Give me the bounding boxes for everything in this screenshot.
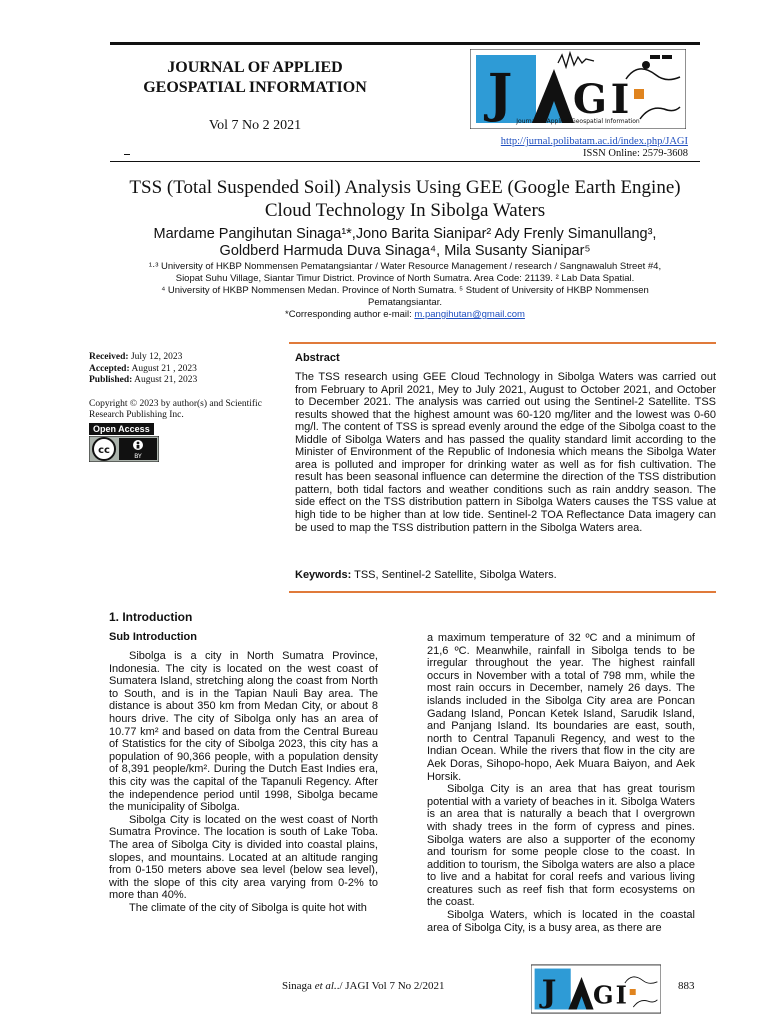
page-number: 883 bbox=[678, 980, 695, 992]
paragraph: The climate of the city of Sibolga is quite hot with bbox=[129, 901, 367, 914]
abstract-bottom-rule bbox=[289, 591, 716, 593]
svg-text:I: I bbox=[610, 76, 630, 123]
affil-line2: Siopat Suhu Village, Siantar Timur District. Province of North Sumatra. Area Code: 21139. ² Lab Data Spatial. bbox=[175, 273, 635, 284]
keywords-label: Keywords: bbox=[295, 569, 352, 581]
corresponding-author bbox=[110, 309, 700, 321]
journal-name-line2: GEOSPATIAL INFORMATION bbox=[143, 79, 367, 96]
svg-text:G: G bbox=[592, 980, 614, 1010]
svg-text:I: I bbox=[615, 980, 627, 1010]
received-date: Received: July 12, 2023 bbox=[89, 352, 183, 362]
published-date: Published: August 21, 2023 bbox=[89, 375, 198, 385]
abstract-text: The TSS research using GEE Cloud Technology in Sibolga Waters was carried out from February to April 2021, Mey to July 2021, August to October 2021, and October to December 2021. The analysis was carried out using the Sentinel-2 Satellite. TSS results showed that the highest amount was 60-120 mg/liter and the lowest was 0-60 mg/l. The content of TSS is spread evenly around the edge of the Sibolga coast to the Middle of Sibolga Waters and has passed the quality standard limit according to the Minister of Environment of the Republic of Indonesia which means the Sibolga Water area is polluted and improper for drinking water as well as for fish cultivation. The result has been seasonal influence can determine the direction of the TSS distribution pattern, both tidal factors and weather conditions such as rain anddry season. The side effect on the TSS distribution pattern in Sibolga Waters causes the TSS value at high tide to be higher than at low tide. Sentinel-2 TOA Reflectance Data imagery can be used to map the TSS distribution pattern in the Sibolga Waters area. bbox=[295, 371, 716, 534]
affil-line4: Pematangsiantar. bbox=[368, 297, 442, 308]
paragraph: Sibolga City is located on the west coast of North Sumatra Province. The location is south of Lake Toba. The area of Sibolga City is divided into coastal plains, slopes, and mountains. Located at an altitude ranging from 0-150 meters above sea level (below sea level), with the slope of this city area varying from 0-2% to more than 40%. bbox=[109, 813, 378, 902]
abstract-heading: Abstract bbox=[295, 352, 340, 364]
subsection-heading: Sub Introduction bbox=[109, 631, 197, 643]
affil-line1: ¹·³ University of HKBP Nommensen Pematangsiantar / Water Resource Management / research / Sangnawaluh Street #4, bbox=[148, 261, 662, 272]
paragraph: Sibolga City is an area that has great tourism potential with a variety of beaches in it. Sibolga Waters is an area that is naturally a beach that I overgrown with shady trees in the form of cypress and pines. Sibolga waters are also a supporter of the economy and tourism for some people close to the coast. In addition to tourism, the Sibolga waters are also a place to live and a habitat for coral reefs and various living creatures such as reef fish that form ecosystems on the coast. bbox=[427, 783, 695, 909]
paragraph: Sibolga is a city in North Sumatra Province, Indonesia. The city is located on the west coast of Sumatera Island, stretching along the coast from North to South, and is in the Tapian Nauli Bay area. The distance is about 350 km from Medan City, or about 8 hours drive. The city of Sibolga only has an area of 10.77 km² and based on data from the Central Bureau of Statistics for the city of Sibolga 2023, this city has a population of 90,366 people, with a population density of 8,391 people/km². During the Dutch East Indies era, this city was the capital of the Tapanuli Regency. After the independence period until 1998, Sibolga became the municipality of Sibolga. bbox=[109, 650, 378, 814]
paragraph: a maximum temperature of 32 ºC and a minimum of 21,6 ºC. Meanwhile, rainfall in Sibolga tends to be irregular throughout the year. The highest rainfall occurs in November with a total of 798 mm, while the most rain occurs in December, namely 26 days. The islands included in the Sibolga City area are Poncan Gadang Island, Poncan Ketek Island, Sarudik Island, and Panjang Island. Its boundaries are east, south, north to Central Tapanuli Regency, and west to the Indian Ocean. While the rivers that flow in the city are Aek Doras, Sihopo-hopo, Aek Muara Baiyon, and Aek Horsik. bbox=[427, 632, 695, 783]
footer-citation: Sinaga et al../ JAGI Vol 7 No 2/2021 bbox=[282, 980, 445, 992]
journal-issn: ISSN Online: 2579-3608 bbox=[583, 148, 688, 159]
svg-text:J: J bbox=[541, 974, 557, 1011]
accepted-date: Accepted: August 21 , 2023 bbox=[89, 363, 197, 374]
authors-line2: Goldberd Harmuda Duva Sinaga⁴, Mila Susanty Sianipar⁵ bbox=[219, 243, 591, 259]
article-history bbox=[89, 352, 279, 422]
journal-logo bbox=[470, 49, 686, 129]
body-column-right bbox=[427, 632, 695, 934]
svg-text:G: G bbox=[572, 76, 608, 123]
copyright-notice: Copyright © 2023 by author(s) and Scientific Research Publishing Inc. bbox=[89, 398, 262, 420]
svg-text:J: J bbox=[487, 63, 513, 124]
open-access-badge: Open Access bbox=[89, 423, 154, 435]
header-tick bbox=[124, 154, 130, 155]
logo-subtitle: Journal of Applied Geospatial Information bbox=[516, 118, 640, 125]
body-column-left bbox=[109, 650, 378, 914]
corr-label: *Corresponding author e-mail: bbox=[285, 309, 415, 320]
svg-text:cc: cc bbox=[98, 445, 110, 456]
section-heading: 1. Introduction bbox=[109, 610, 193, 624]
journal-url-link[interactable]: http://jurnal.polibatam.ac.id/index.php/JAGI bbox=[500, 136, 688, 147]
affiliations bbox=[110, 261, 700, 321]
paper-title: TSS (Total Suspended Soil) Analysis Using GEE (Google Earth Engine) Cloud Technology In Sibolga Waters bbox=[129, 177, 681, 221]
paragraph: Sibolga Waters, which is located in the coastal area of Sibolga City, is a busy area, as there are bbox=[427, 909, 695, 934]
corr-email-link[interactable]: m.pangihutan@gmail.com bbox=[414, 309, 525, 320]
abstract-top-rule bbox=[289, 342, 716, 344]
keywords bbox=[295, 569, 716, 581]
journal-volume: Vol 7 No 2 2021 bbox=[208, 118, 302, 133]
author-list bbox=[110, 226, 700, 260]
journal-name-line1: JOURNAL OF APPLIED bbox=[167, 59, 343, 76]
keywords-list: TSS, Sentinel-2 Satellite, Sibolga Waters. bbox=[351, 569, 557, 581]
affil-line3: ⁴ University of HKBP Nommensen Medan. Province of North Sumatra. ⁵ Student of University of HKBP Nommensen bbox=[161, 285, 649, 296]
cc-by-label: BY bbox=[134, 453, 142, 460]
cc-by-icon[interactable] bbox=[89, 436, 159, 462]
footer-journal-logo bbox=[531, 963, 661, 1015]
header-top-rule bbox=[110, 42, 700, 45]
authors-line1: Mardame Pangihutan Sinaga¹*,Jono Barita Sianipar² Ady Frenly Simanullang³, bbox=[153, 226, 657, 242]
header-bottom-rule bbox=[110, 161, 700, 162]
journal-name bbox=[110, 58, 400, 98]
